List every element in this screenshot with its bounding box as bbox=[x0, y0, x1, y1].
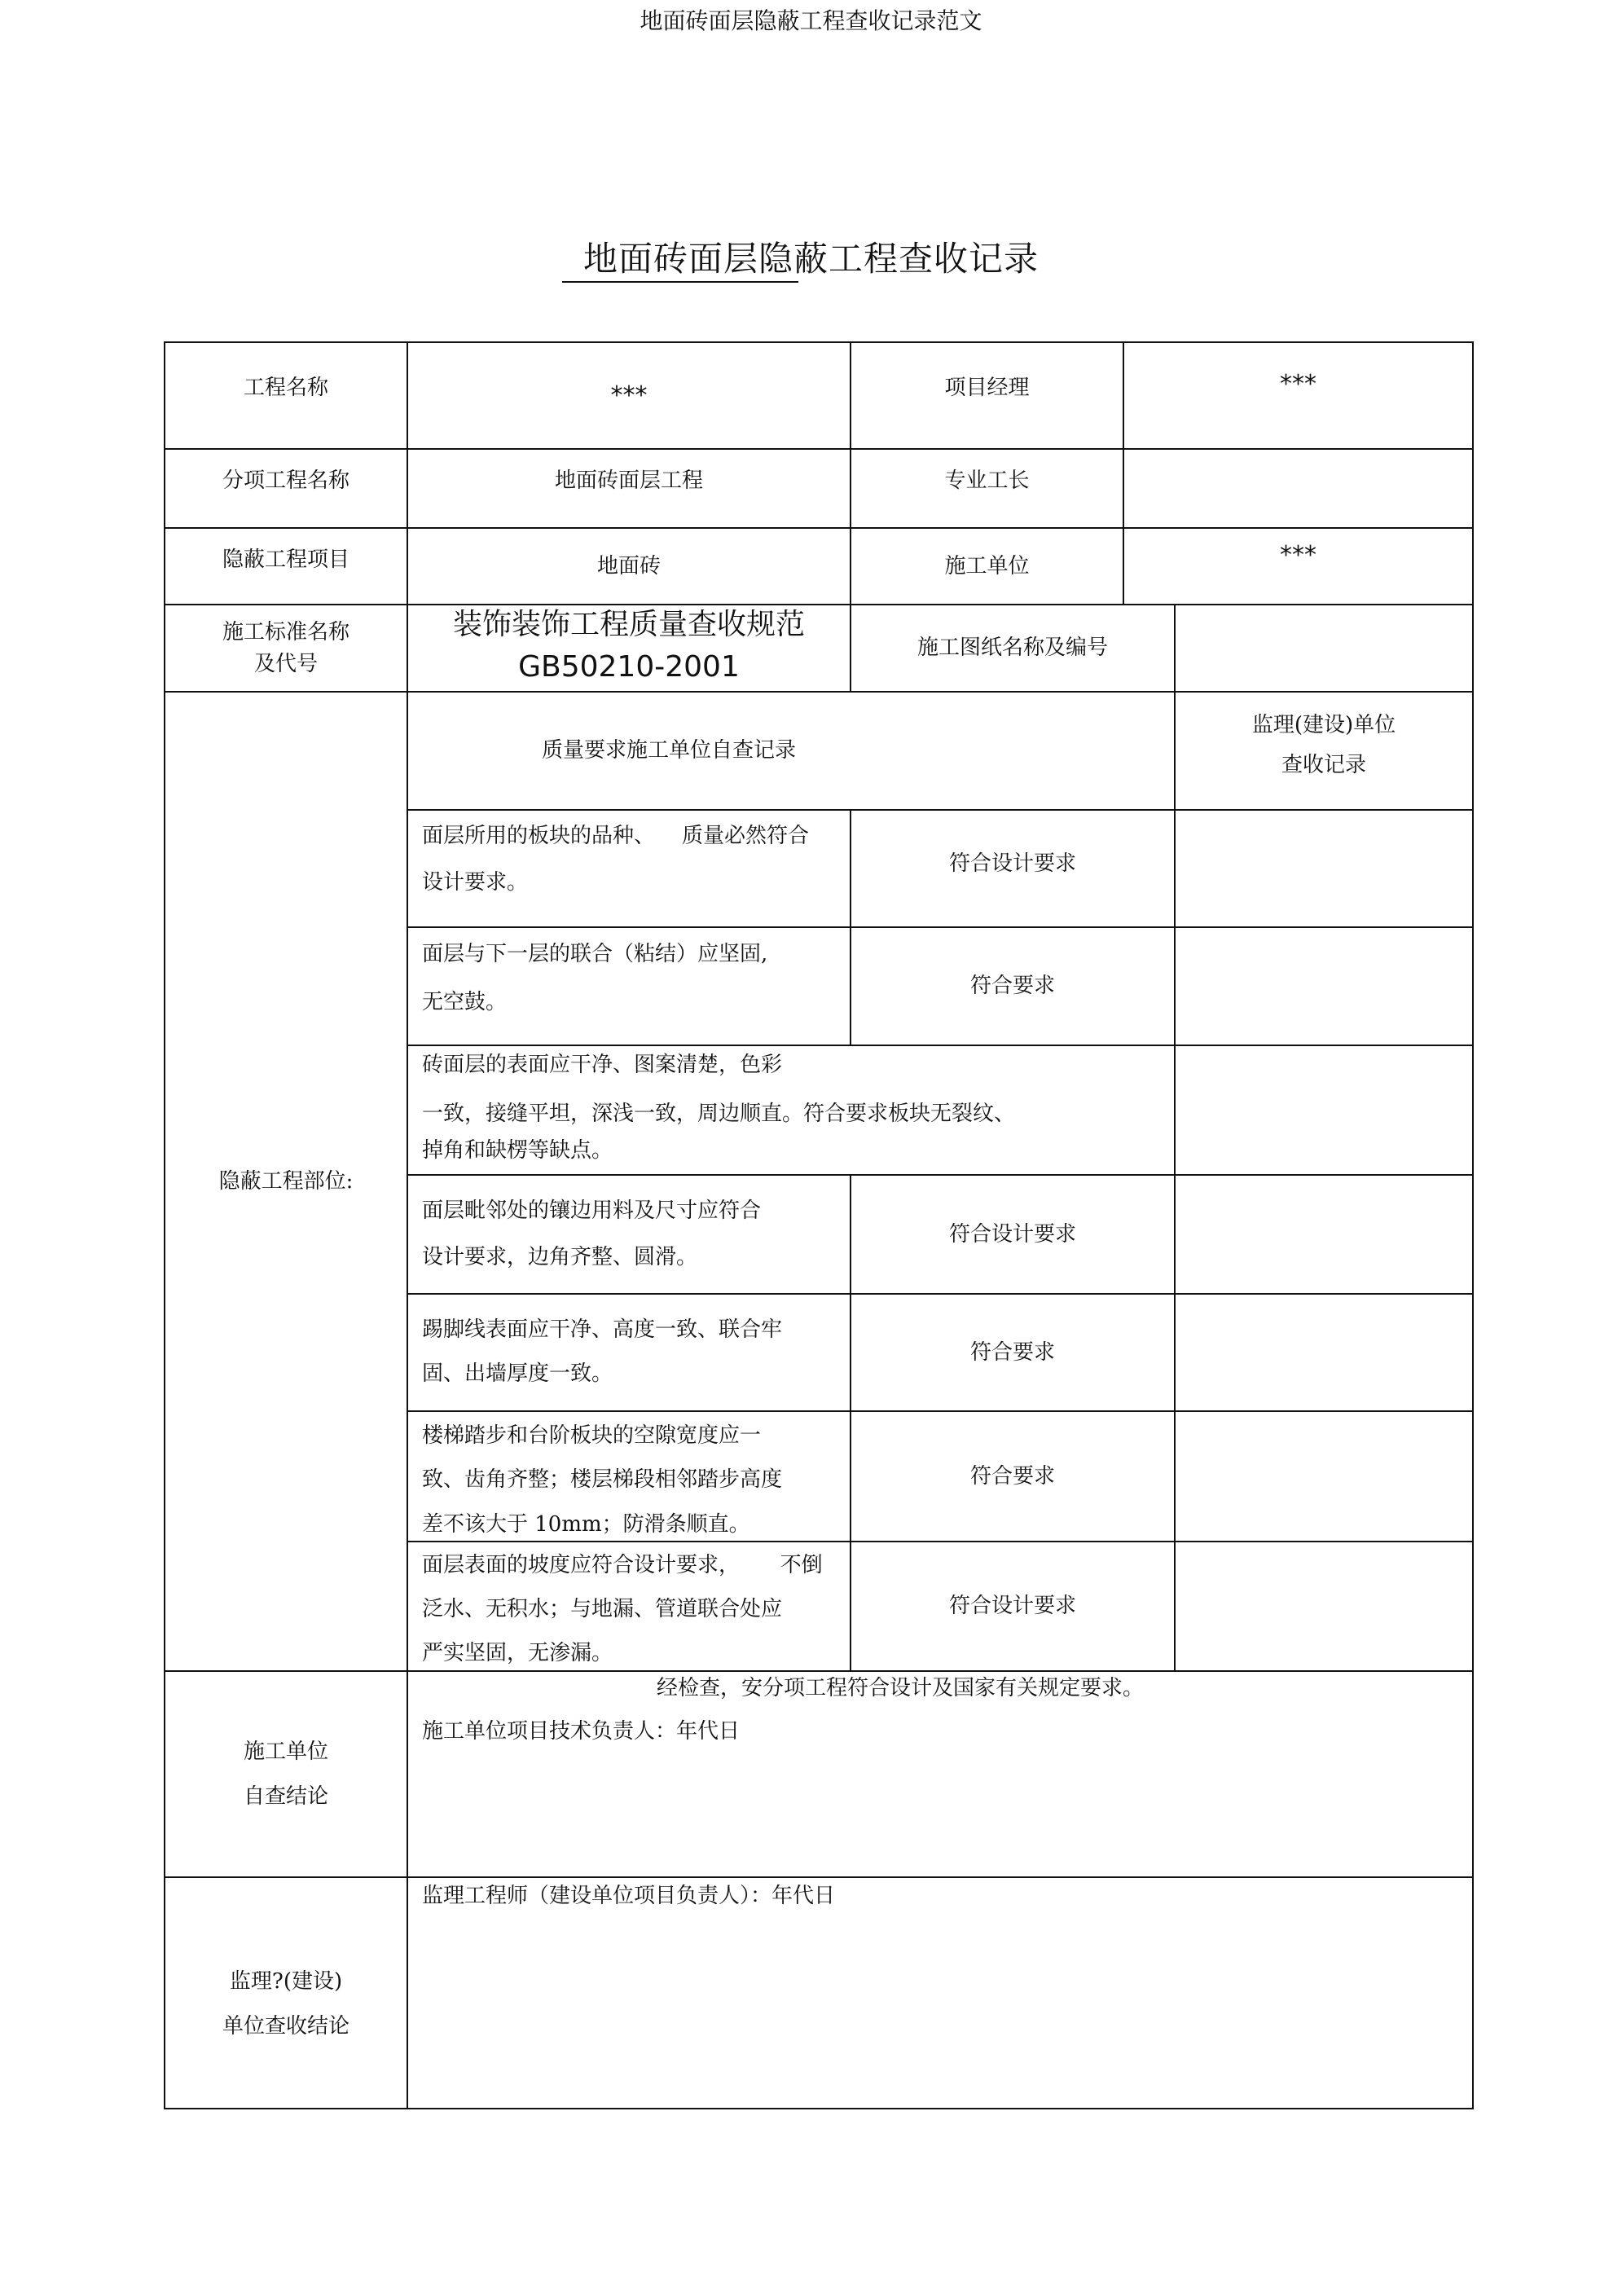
subproject-value: 地面砖面层工程 bbox=[554, 468, 703, 493]
contractor-conclusion-text: 经检查，安分项工程符合设计及国家有关规定要求。 bbox=[657, 1676, 1145, 1700]
running-header: 地面砖面层隐蔽工程查收记录范文 bbox=[640, 7, 982, 34]
requirement-text: 差不该大于 10mm；防滑条顺直。 bbox=[422, 1512, 750, 1537]
self-check-result: 符合设计要求 bbox=[948, 851, 1076, 876]
supervisor-record-header bbox=[1176, 693, 1472, 798]
requirement-text: 砖面层的表面应干净、图案清楚，色彩 bbox=[422, 1053, 783, 1077]
page-title: 地面砖面层隐蔽工程查收记录 bbox=[582, 239, 1039, 279]
contractor-conclusion-label bbox=[165, 1672, 407, 1876]
title-underline bbox=[562, 281, 798, 283]
subproject-label: 分项工程名称 bbox=[222, 468, 349, 493]
standard-value bbox=[408, 601, 850, 691]
standard-value-line-1: 装饰装饰工程质量查收规范 bbox=[452, 607, 805, 641]
requirement-text: 楼梯踏步和台阶板块的空隙宽度应一 bbox=[422, 1423, 762, 1448]
project-manager-value: *** bbox=[1280, 369, 1317, 398]
project-name-label: 工程名称 bbox=[243, 375, 328, 400]
contractor-label: 施工单位 bbox=[944, 553, 1030, 578]
drawing-label: 施工图纸名称及编号 bbox=[916, 636, 1108, 660]
standard-label bbox=[165, 605, 407, 691]
requirement-text: 设计要求，边角齐整、圆滑。 bbox=[422, 1245, 698, 1269]
contractor-signature-line: 施工单位项目技术负责人：年代日 bbox=[422, 1719, 741, 1744]
standard-label-line-1: 施工标准名称 bbox=[222, 619, 349, 644]
hidden-item-label: 隐蔽工程项目 bbox=[222, 547, 349, 572]
standard-value-line-2: GB50210-2001 bbox=[518, 650, 740, 684]
supervisor-conclusion-label-line-2: 单位查收结论 bbox=[222, 2014, 349, 2039]
requirement-text: 一致，接缝平坦，深浅一致，周边顺直。符合要求板块无裂纹、 bbox=[422, 1102, 1016, 1126]
requirement-text: 致、齿角齐整；楼层梯段相邻踏步高度 bbox=[422, 1467, 783, 1492]
table-line bbox=[1472, 341, 1474, 2109]
requirement-text: 设计要求。 bbox=[422, 870, 529, 895]
requirement-text: 固、出墙厚度一致。 bbox=[422, 1361, 613, 1386]
requirement-text: 面层与下一层的联合（粘结）应坚固, bbox=[422, 942, 768, 966]
project-name-value: *** bbox=[610, 381, 648, 410]
hidden-item-value: 地面砖 bbox=[596, 553, 661, 578]
requirement-text: 面层表面的坡度应符合设计要求， 不倒 bbox=[422, 1553, 823, 1577]
standard-label-line-2: 及代号 bbox=[253, 651, 318, 676]
quality-requirement-header: 质量要求施工单位自查记录 bbox=[541, 738, 796, 763]
self-check-result: 符合要求 bbox=[969, 1463, 1055, 1489]
supervisor-record-header-line-2: 查收记录 bbox=[1281, 753, 1366, 777]
contractor-conclusion-label-line-2: 自查结论 bbox=[243, 1784, 328, 1809]
requirement-text: 严实坚固，无渗漏。 bbox=[422, 1641, 613, 1665]
requirement-text: 掉角和缺楞等缺点。 bbox=[422, 1138, 613, 1163]
project-manager-label: 项目经理 bbox=[944, 375, 1030, 400]
self-check-result: 符合要求 bbox=[969, 1339, 1055, 1365]
supervisor-conclusion-label-line-1: 监理?(建设) bbox=[229, 1969, 343, 1995]
requirement-text: 泛水、无积水；与地漏、管道联合处应 bbox=[422, 1597, 783, 1621]
requirement-text: 踢脚线表面应干净、高度一致、联合牢 bbox=[422, 1317, 783, 1342]
self-check-result: 符合设计要求 bbox=[948, 1221, 1076, 1247]
inspection-section-label: 隐蔽工程部位: bbox=[218, 1168, 354, 1194]
supervisor-record-header-line-1: 监理(建设)单位 bbox=[1251, 712, 1396, 737]
requirement-text: 面层毗邻处的镶边用料及尺寸应符合 bbox=[422, 1199, 762, 1223]
table-line bbox=[407, 1045, 1473, 1046]
self-check-result: 符合设计要求 bbox=[948, 1594, 1076, 1618]
contractor-value: *** bbox=[1280, 540, 1317, 570]
requirement-text: 面层所用的板块的品种、 质量必然符合 bbox=[422, 824, 810, 848]
self-check-result: 符合要求 bbox=[969, 974, 1055, 998]
foreman-label: 专业工长 bbox=[944, 468, 1030, 493]
supervisor-conclusion-label bbox=[165, 1923, 407, 2086]
table-line bbox=[164, 2108, 1473, 2109]
table-line bbox=[164, 1876, 1473, 1878]
contractor-conclusion-label-line-1: 施工单位 bbox=[243, 1739, 328, 1764]
supervisor-signature-line: 监理工程师（建设单位项目负责人）：年代日 bbox=[422, 1884, 836, 1908]
requirement-text: 无空鼓。 bbox=[422, 990, 508, 1014]
